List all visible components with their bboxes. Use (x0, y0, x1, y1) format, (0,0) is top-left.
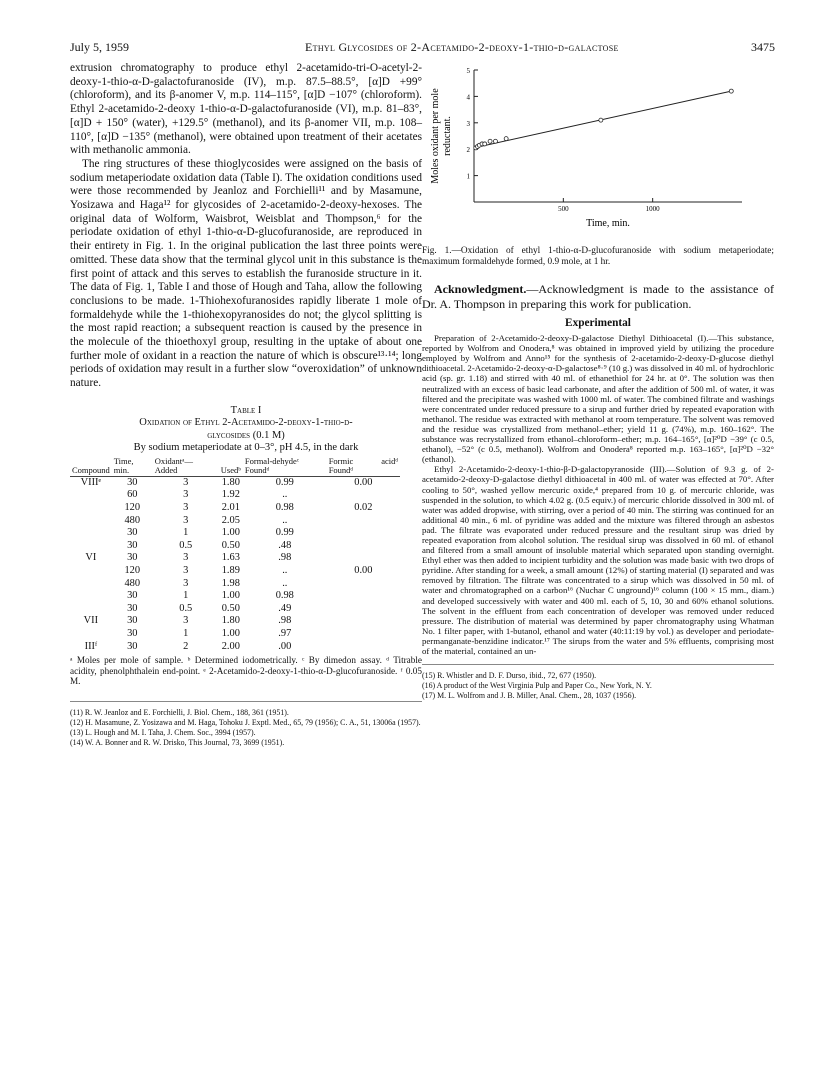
col-header: Formal-dehydeᶜ Foundᵈ (243, 457, 327, 477)
table-cell: 60 (127, 489, 138, 501)
data-point (729, 89, 733, 93)
running-header (70, 40, 775, 56)
y-axis-label: reductant. (442, 116, 453, 156)
table-cell (70, 628, 112, 641)
table-cell: 30 (127, 552, 138, 564)
table-cell: 30 (127, 590, 138, 602)
ack-heading: Acknowledgment. (434, 282, 527, 297)
table-cell: 30 (127, 476, 138, 488)
table-cell: .. (282, 577, 288, 589)
table-cell: 480 (124, 514, 141, 526)
reference: (12) H. Masamune, Z. Yosizawa and M. Haga, Tohoku J. Exptl. Med., 65, 79 (1956); C. A., 51, 13006a (1957). (70, 717, 421, 727)
table-row (70, 641, 400, 654)
table-cell (327, 641, 400, 654)
x-tick-label: 500 (558, 205, 569, 213)
table-cell: 0.50 (221, 539, 240, 551)
section-heading: Experimental (565, 317, 631, 330)
table-cell: 3 (183, 577, 189, 589)
table-cell: 1.80 (221, 476, 240, 488)
table-cell: 3 (183, 565, 189, 577)
table-cell: 1.00 (221, 527, 240, 539)
acknowledgment (422, 282, 774, 311)
table-cell (327, 615, 400, 628)
data-point (599, 118, 603, 122)
x-axis-label: Time, min. (586, 218, 630, 229)
paragraph: extrusion chromatography to produce ethyl 2-acetamido-tri-O-acetyl-2-deoxy-1-thio-α-D-galactofuranoside (IV), m.p. 87.5–88.5°, [α]D +99° (chloroform), and its β-anomer V, m.p. 114–115°, [α]D −107° (chloroform). Ethyl 2-acetamido-2-deoxy 1-thio-α-D-galactofuranoside (VI), m.p. 81–83°, [α]D + 150° (water), +129.5° (methanol), and its β-anomer VII, m.p. 108–110°, [α]D −135° (methanol), were obtained upon treatment of their acetates with methanolic ammonia. (70, 62, 422, 157)
table-cell: 0.02 (354, 502, 373, 514)
data-point (483, 142, 487, 146)
table-row (70, 628, 400, 641)
paragraph: Preparation of 2-Acetamido-2-deoxy-D-galactose Diethyl Dithioacetal (I).—This substance, reported by Wolfrom and Onodera,⁸ was obtained in improved yield by utilizing the procedure employed by Wolfrom and Anno¹⁵ for the synthesis of 2-acetamido-2-deoxy-D-glucose diethyl dithioacetal. 2-Acetamido-2-deoxy-α-D-galactose⁸·⁹ (10 g.) was dissolved in 40 ml. of hydrochloric acid (sp. gr. 1.18) and stirred with 40 ml. of ethanethiol for 24 hr. at 0°. The solution was then neutralized with an excess of basic lead carbonate, and after the addition of 500 ml. of water, it was filtered and the precipitate was washed with 1000 ml. of water. The combined filtrate and washings were concentrated under reduced pressure to a sirup and further dried by repeated evaporation with methanol. The residue was extracted with methanol at room temperature. The solvent was removed and the residue was crystallized from methanol–ether; yield 11 g. (74%), m.p. 160–162°. The substance was recrystallized from ethanol–chloroform–ether; m.p. 164–165°, [α]²⁰D −39° (c 0.5, ethanol), −52° (c 0.5, methanol). Wolfrom and Onodera⁸ reported m.p. 163–165°, [α]²⁰D −32° (ethanol). (422, 333, 775, 465)
reference: (13) L. Hough and M. I. Taha, J. Chem. Soc., 3994 (1957). (70, 727, 256, 737)
table-row (70, 590, 400, 603)
table-row (70, 540, 400, 553)
table-row (70, 476, 400, 489)
page-number: 3475 (751, 40, 775, 54)
table-cell (327, 527, 400, 540)
x-tick-label: 1000 (645, 205, 660, 213)
oxidation-chart (422, 62, 774, 242)
paragraph: The ring structures of these thioglycosides were assigned on the basis of sodium metaperiodate oxidation data (Table I). The oxidation conditions used were those recommended by Jeanloz and Forchielli¹¹ and by Masamune, Yosizawa and Haga¹² for glycosides of 2-acetamido-2-deoxy-hexoses. The original data of Wolform, Waisbrot, Weisblat and Thompson,⁶ for the periodate oxidation of ethyl 1-thio-α-D-glucofuranoside, are reproduced in their entirety in Fig. 1. In the original publication the last three points were omitted. These data show that the terminal glycol unit in this substance is the first point of attack and this serves to establish the furanoside structure in it. The data of Fig. 1, Table I and those of Hough and Taha, allow the following conclusions to be made. 1-Thiohexofuranosides rapidly liberate 1 mole of formaldehyde while the 1-thiohexopyranosides do not; the glycol splitting is the most rapid reaction; a subsequent reaction is caused by the presence in the molecule of the thioethoxyl group, resulting in the uptake of about one further mole of oxidant in a reaction the nature of which is obscure¹³·¹⁴; long periods of oxidation may result in a further slow “overoxidation” of unknown nature. (70, 157, 422, 390)
figure-caption: Fig. 1.—Oxidation of ethyl 1-thio-α-D-glucofuranoside with sodium metaperiodate; maximum formaldehyde formed, 0.9 mole, at 1 hr. (422, 246, 774, 268)
table-cell: .. (282, 514, 288, 526)
table-label: Table I (230, 404, 262, 416)
reference: (17) M. L. Wolfrom and J. B. Miller, Anal. Chem., 28, 1037 (1956). (422, 691, 637, 701)
table-title-2: glycosides (0.1 M) (207, 429, 285, 441)
data-point (488, 139, 492, 143)
table-cell: 3 (183, 502, 189, 514)
table-cell: .. (282, 489, 288, 501)
table-row (70, 527, 400, 540)
table-cell (327, 603, 400, 616)
table-row (70, 578, 400, 591)
footnotes (422, 664, 774, 701)
reference: (11) R. W. Jeanloz and E. Forchielli, J. Biol. Chem., 188, 361 (1951). (70, 707, 289, 717)
table-cell: 0.98 (275, 590, 294, 602)
table-cell: 1.80 (221, 615, 240, 627)
table-cell: 1.98 (221, 577, 240, 589)
col-header: Formic acidᵈ Foundᵈ (328, 455, 398, 476)
table-cell: 1.89 (221, 565, 240, 577)
table-row (70, 489, 400, 502)
y-axis-label: Moles oxidant per mole (430, 88, 441, 184)
table-cell: 0.00 (354, 476, 373, 488)
table-cell: 1.63 (221, 552, 240, 564)
table-cell (70, 489, 112, 502)
table-cell (70, 603, 112, 616)
table-cell: VIIIᵉ (80, 476, 102, 488)
table-cell (327, 515, 400, 528)
table-cell (70, 540, 112, 553)
table-row (70, 603, 400, 616)
table-cell: 30 (127, 628, 138, 639)
oxidation-table (70, 457, 400, 653)
table-cell: 2 (183, 640, 189, 652)
table-cell: 1 (183, 628, 189, 639)
table-cell (327, 590, 400, 603)
table-cell: 2.05 (221, 514, 240, 526)
figure-1 (422, 62, 774, 242)
table-row (70, 515, 400, 528)
table-cell: 0.5 (179, 602, 193, 614)
y-tick-label: 4 (466, 93, 470, 102)
table-row (70, 615, 400, 628)
table-caption (70, 405, 422, 455)
table-cell: 3 (183, 489, 189, 501)
table-cell: 480 (124, 577, 141, 589)
table-cell: 30 (127, 527, 138, 539)
table-cell: 3 (183, 476, 189, 488)
table-cell (327, 628, 400, 641)
table-cell: 1 (183, 527, 189, 539)
table-cell: VI (85, 552, 97, 564)
table-cell: 30 (127, 602, 138, 614)
table-cell: 3 (183, 615, 189, 627)
table-cell: .. (282, 565, 288, 577)
ack-body: —Acknowledgment is made to the assistance of Dr. A. Thompson in preparing this work for publication. (422, 282, 774, 311)
table-cell: .98 (278, 615, 292, 627)
table-cell: 0.98 (275, 502, 294, 514)
table-cell: 0.00 (354, 565, 373, 577)
right-column (422, 62, 774, 701)
table-cell (327, 489, 400, 502)
table-cell (327, 578, 400, 591)
table-cell: 0.99 (275, 527, 294, 539)
table-cell: 3 (183, 514, 189, 526)
data-point (493, 139, 497, 143)
col-header: Time, min. (112, 457, 153, 477)
table-cell: 30 (127, 539, 138, 551)
table-cell: 3 (183, 552, 189, 564)
header-title: Ethyl Glycosides of 2-Acetamido-2-deoxy-1-thio-d-galactose (305, 40, 619, 54)
table-cell: .97 (278, 628, 292, 639)
reference: (14) W. A. Bonner and R. W. Drisko, This Journal, 73, 3699 (1951). (70, 737, 285, 747)
table-cell (70, 527, 112, 540)
table-cell: 1.92 (221, 489, 240, 501)
table-cell: .48 (278, 539, 292, 551)
table-cell: IIIᶠ (84, 640, 98, 652)
paragraph: Ethyl 2-Acetamido-2-deoxy-1-thio-β-D-galactopyranoside (III).—Solution of 9.3 g. of 2-acetamido-2-deoxy-D-galactose diethyl dithioacetal in 400 ml. of water was effected at 70°. After cooling to 50°, washed yellow mercuric oxide,⁴ prepared from 10 g. of mercuric chloride, was suspended in the solution, to which 4.02 g. (0.5 equiv.) of mercuric chloride dissolved in 300 ml. of water was added dropwise, with stirring, over a period of 40 min. The stirring was continued for an additional 40 min., 6 ml. of pyridine was added and the mixture was filtered through an asbestos pad. The filtrate was evaporated under reduced pressure and the resultant sirup was dried by repeated evaporation from alcohol solution. The residual sirup was dissolved in 60 ml. of ethanol and filtered from a small amount of insoluble material which separated upon standing overnight. Ethyl ether was then added to incipient turbidity and the solution was made basic with two drops of pyridine. After standing for a week, a small amount (12%) of starting material (I) separated and was removed by filtration. The filtrate was concentrated to a sirup which was dissolved in 50 ml. of water and chromatographed on a carbon¹⁶ (Nuchar C unground)¹⁶ column (100 × 15 mm., diam.) and developed successively with water and 400 ml. each of 5, 10, 30 and 60% ethanol solutions. The solvent in the effluent from each concentration of developer was removed under reduced pressure. The distribution of material was determined by paper chromatography using Whatman No. 1 filter paper, with 1-butanol, ethanol and water (40:11:19 by vol.) as developer and periodate-permanganate-benzidine indicator.¹⁷ The sirups from the water and 5% effluents, comprising most of the material, contained an un- (422, 464, 774, 657)
y-tick-label: 2 (466, 146, 470, 155)
data-point (504, 137, 508, 141)
table-cell (70, 515, 112, 528)
col-header: Usedᵇ (219, 457, 243, 477)
reference: (15) R. Whistler and D. F. Durso, ibid., 72, 677 (1950). (422, 671, 597, 681)
table-title: Oxidation of Ethyl 2-Acetamido-2-deoxy-1-thio-d- (139, 417, 353, 429)
table-cell (327, 552, 400, 565)
table-cell: .00 (278, 640, 292, 652)
table-cell: 0.5 (179, 539, 193, 551)
table-cell (327, 540, 400, 553)
table-cell: VII (83, 615, 99, 627)
left-column (70, 62, 422, 748)
table-cell: 120 (124, 565, 141, 577)
table-row (70, 565, 400, 578)
table-notes: ᵃ Moles per mole of sample. ᵇ Determined iodometrically. ᶜ By dimedon assay. ᵈ Titrable acidity, phenolphthalein end-point. ᵉ 2-Acetamido-2-deoxy-1-thio-α-D-glucofuranoside. ᶠ 0.05 M. (70, 655, 422, 687)
table-cell: 0.99 (275, 476, 294, 488)
table-row (70, 552, 400, 565)
table-cell: .49 (278, 602, 292, 614)
table-cell: 30 (127, 640, 138, 652)
table-cell: 2.01 (221, 502, 240, 514)
table-cell: 120 (124, 502, 141, 514)
table-cell: 1.00 (221, 628, 240, 639)
header-date: July 5, 1959 (70, 40, 130, 54)
table-row (70, 502, 400, 515)
table-cell (70, 502, 112, 515)
table-cell: 1 (183, 590, 189, 602)
table-cell: 2.00 (221, 640, 240, 652)
footnotes (70, 701, 422, 748)
table-conditions: By sodium metaperiodate at 0–3°, pH 4.5, in the dark (133, 442, 359, 454)
col-header: Oxidantᵃ— Added (153, 457, 219, 477)
col-header: Compound (70, 457, 112, 477)
y-tick-label: 1 (466, 172, 470, 181)
table-cell (70, 590, 112, 603)
y-tick-label: 5 (466, 67, 470, 75)
table-cell: 1.00 (221, 590, 240, 602)
table-cell (70, 565, 112, 578)
y-tick-label: 3 (466, 119, 470, 128)
reference: (16) A product of the West Virginia Pulp and Paper Co., New York, N. Y. (422, 681, 652, 691)
table-cell: 30 (127, 615, 138, 627)
table-cell (70, 578, 112, 591)
table-cell: .98 (278, 552, 292, 564)
table-cell: 0.50 (221, 602, 240, 614)
